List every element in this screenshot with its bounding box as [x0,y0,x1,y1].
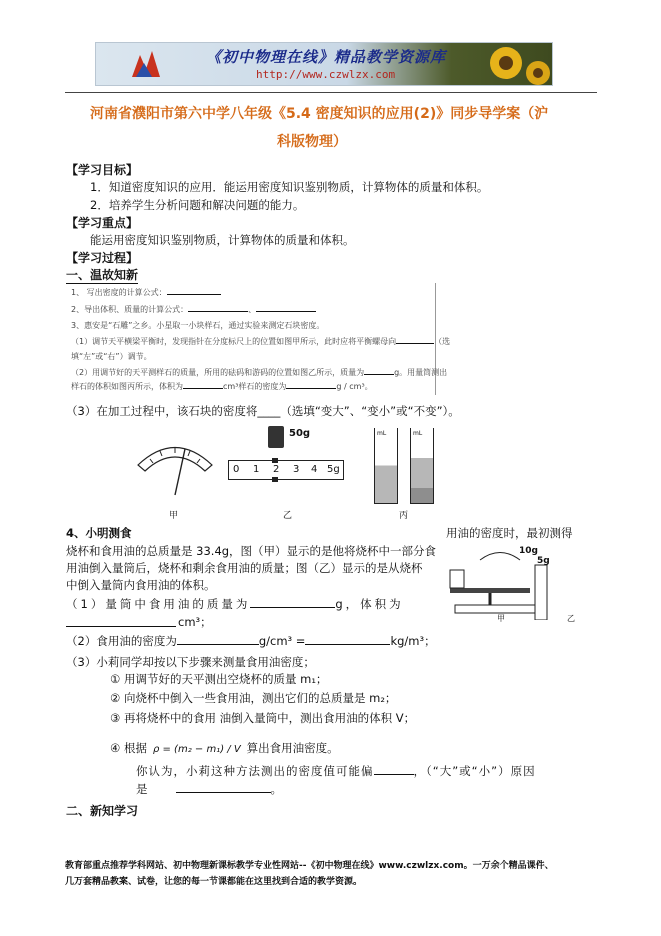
density-formula: ρ = (m₂ − m₁) / V [152,744,241,755]
ml-label: mL [413,430,423,437]
question-3: （3）在加工过程中，该石块的密度将____（选填“变大”、“变小”或“不变”）。 [66,404,460,418]
banner-title: 《初中物理在线》精品教学资源库 [206,48,447,66]
scanned-questions [65,283,517,396]
q4-part2: （2）食用油的密度为 g/cm³ = kg/m³； [66,634,436,648]
key-text: 能运用密度知识鉴别物质，计算物体的质量和体积。 [90,233,355,247]
ml-label: mL [377,430,387,437]
beam-scale [228,460,344,480]
q4-line-d: 用油倒入量筒后，烧杯和剩余食用油的质量；图（乙）显示的是从烧杯 [66,561,423,575]
figure-label-bing: 丙 [399,511,409,521]
step-4: ④ 根据 ρ = (m₂ − m₁) / V 算出食用油密度。 [110,741,339,755]
q4-part1: （1）量筒中食用油的质量为 g，体积为 [66,597,404,611]
scale-tick-label: 2 [273,464,280,475]
review-header: 一、温故知新 [66,268,139,282]
cylinder-right [410,428,434,504]
scan-line-7: 样石的体积如图丙所示，体积为 cm³样石的密度为 g / cm³。 [71,382,373,391]
balance-pointer-figure [130,425,220,510]
q4-figure-label-yi: 乙 [567,614,575,623]
scan-line-5: 填“左”或“右”）调节。 [71,352,152,361]
process-header: 【学习过程】 [66,251,139,265]
new-section-header: 二、新知学习 [66,804,139,818]
scan-line-3: 3、惠安是“石雕”之乡。小星取一小块样石，通过实验来测定石块密度。 [71,321,325,330]
cylinder-left [374,428,398,504]
q4-figure-label-jia: 甲 [497,614,505,623]
document-title-line2: 科版物理） [277,134,347,150]
scan-line-2: 2、导出体积、质量的计算公式： 、 [71,304,316,315]
scale-tick-label: 0 [233,464,240,475]
q4-weight-5g: 5g [537,556,550,566]
footer [65,858,605,890]
header-banner [95,42,553,86]
key-header: 【学习重点】 [66,216,139,230]
scan-line-4: （1）调节天平横梁平衡时，发现指针在分度标尺上的位置如图甲所示，此时应将平衡螺母向 （选 [71,337,451,346]
step-1: ① 用调节好的天平测出空烧杯的质量 m₁； [110,672,328,686]
q4-intro: 4、小明测食 [66,526,132,540]
q4-part1-unit: cm³； [178,615,212,629]
goal-item-1: 1．知道密度知识的应用．能运用密度知识鉴别物质，计算物体的质量和体积。 [90,180,489,194]
q4-judge: 你认为，小莉这种方法测出的密度值可能偏 ，（“大”或“小”）原因 [136,764,536,778]
rider-icon [272,477,278,482]
q4-intro-cont: 用油的密度时，最初测得 [446,526,573,540]
weight-label: 50g [289,428,311,439]
weight-icon [268,426,284,448]
goal-item-2: 2．培养学生分析问题和解决问题的能力。 [90,198,305,212]
step-2: ② 向烧杯中倒入一些食用油，测出它们的总质量是 m₂； [110,691,397,705]
step-3: ③ 再将烧杯中的食用 油倒入量筒中，测出食用油的体积 V； [110,711,416,725]
scan-line-1: 1、 写出密度的计算公式： [71,287,221,298]
q4-weight-10g: 10g [519,546,538,556]
footer-line-2: 几万套精品教案、试卷，让您的每一节课都能在这里找到合适的教学资源。 [65,877,363,887]
footer-line-1: 教育部重点推荐学科网站、初中物理新课标教学专业性网站--《初中物理在线》www.czwlzx.com。一万余个精品课件、 [65,861,554,871]
q4-reason: 是 。 [136,782,282,796]
scan-line-6: （2）用调节好的天平测样石的质量，所用的砝码和游码的位置如图乙所示，质量为 g。用量筒测出 [71,368,448,377]
figure-label-jia: 甲 [169,511,179,521]
document-title-line1: 河南省濮阳市第六中学八年级《5.4 密度知识的应用(2)》同步导学案（沪 [90,106,549,122]
banner-url[interactable]: http://www.czwlzx.com [256,68,396,81]
scale-tick-label: 4 [311,464,318,475]
site-logo-icon [126,47,166,83]
scale-tick-label: 3 [293,464,300,475]
rider-icon [272,458,278,463]
sunflower-icon [476,43,553,86]
q4-part3: （3）小莉同学却按以下步骤来测量食用油密度； [66,655,315,669]
goals-header: 【学习目标】 [66,163,139,177]
q4-line-e: 中倒入量筒内食用油的体积。 [66,578,216,592]
scale-tick-label: 5g [327,464,340,475]
figure-label-yi: 乙 [283,511,293,521]
header-divider [65,92,597,93]
q4-line-c: 烧杯和食用油的总质量是 33.4g，图（甲）显示的是他将烧杯中一部分食 [66,544,437,558]
scale-tick-label: 1 [253,464,260,475]
answer-blank[interactable] [66,626,176,627]
